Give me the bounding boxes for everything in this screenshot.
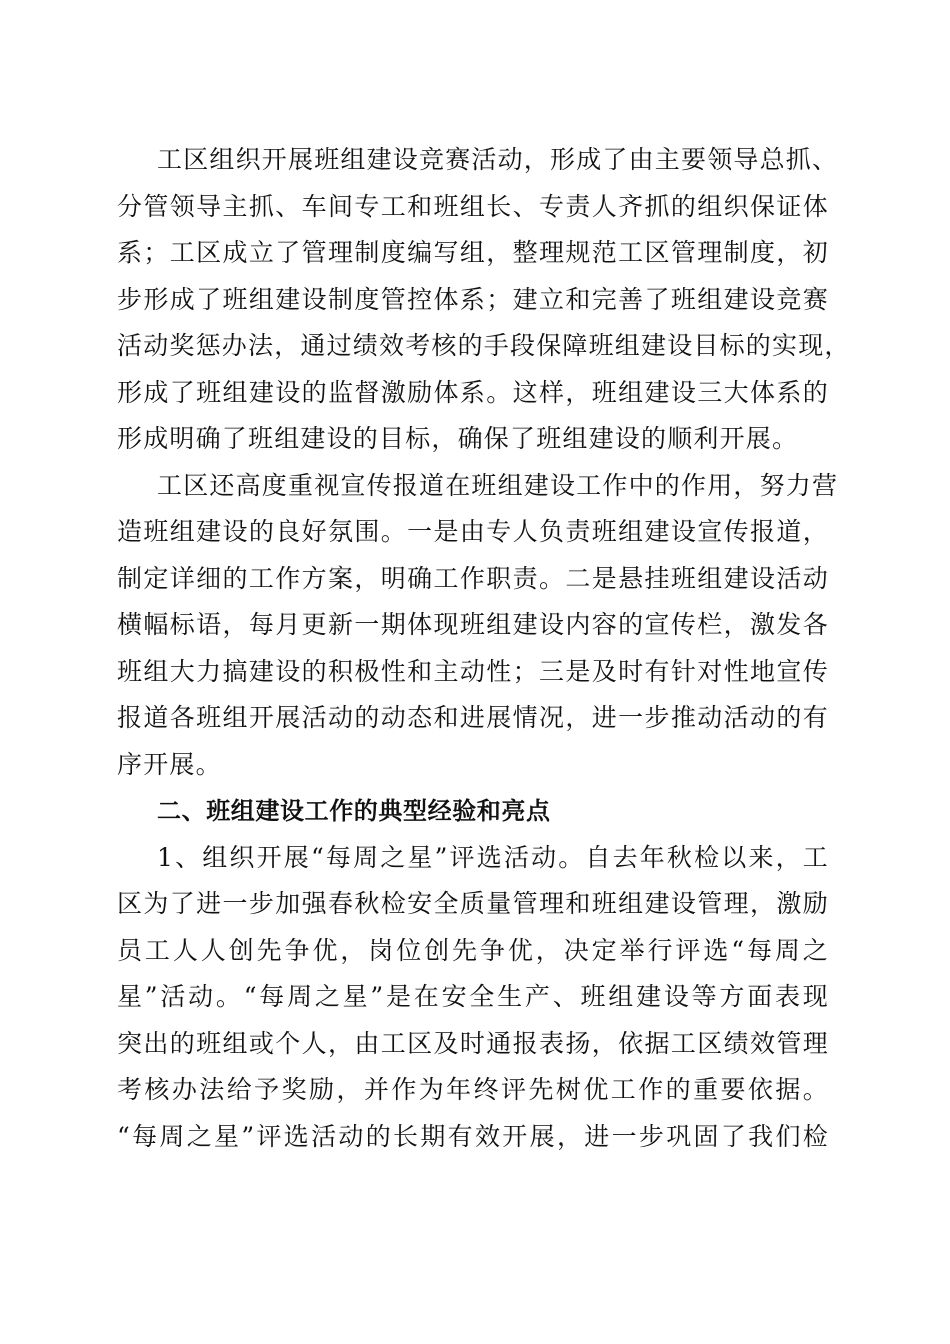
paragraph-organization-system — [117, 137, 851, 463]
text-line: 造班组建设的良好氛围。一是由专人负责班组建设宣传报道， — [117, 517, 829, 546]
section-heading-2 — [117, 788, 829, 835]
text-line: 制定详细的工作方案，明确工作职责。二是悬挂班组建设活动 — [117, 563, 829, 593]
text-line: 报道各班组开展活动的动态和进展情况，进一步推动活动的有 — [117, 703, 829, 732]
text-line: 考核办法给予奖励，并作为年终评先树优工作的重要依据。 — [117, 1075, 829, 1104]
text-line: 星”活动。“每周之星”是在安全生产、班组建设等方面表现 — [117, 982, 829, 1011]
text-line: 横幅标语，每月更新一期体现班组建设内容的宣传栏，激发各 — [117, 610, 829, 639]
text-line: 步形成了班组建设制度管控体系；建立和完善了班组建设竞赛 — [117, 284, 829, 314]
paragraph-publicity — [117, 463, 839, 789]
text-line: 形成明确了班组建设的目标，确保了班组建设的顺利开展。 — [117, 424, 799, 453]
text-line: 系；工区成立了管理制度编写组，整理规范工区管理制度，初 — [117, 238, 829, 267]
section-heading-text: 二、班组建设工作的典型经验和亮点 — [157, 797, 551, 825]
text-line: 形成了班组建设的监督激励体系。这样，班组建设三大体系的 — [117, 377, 829, 407]
document-body — [117, 137, 851, 1160]
paragraph-weekly-star — [117, 835, 829, 1161]
text-line: 分管领导主抓、车间专工和班组长、专责人齐抓的组织保证体 — [117, 191, 829, 221]
text-line: 区为了进一步加强春秋检安全质量管理和班组建设管理，激励 — [117, 889, 829, 918]
text-line: “每周之星”评选活动的长期有效开展，进一步巩固了我们检 — [117, 1121, 829, 1151]
text-line: 1、组织开展“每周之星”评选活动。自去年秋检以来，工 — [157, 842, 829, 872]
text-line: 班组大力搞建设的积极性和主动性；三是及时有针对性地宣传 — [117, 656, 829, 686]
text-line: 突出的班组或个人，由工区及时通报表扬，依据工区绩效管理 — [117, 1028, 829, 1058]
text-line: 工区组织开展班组建设竞赛活动，形成了由主要领导总抓、 — [157, 145, 839, 174]
text-line: 员工人人创先争优，岗位创先争优，决定举行评选“每周之 — [117, 935, 829, 965]
text-line: 活动奖惩办法，通过绩效考核的手段保障班组建设目标的实现， — [117, 331, 851, 360]
text-line: 工区还高度重视宣传报道在班组建设工作中的作用，努力营 — [157, 470, 839, 500]
text-line: 序开展。 — [117, 749, 222, 779]
